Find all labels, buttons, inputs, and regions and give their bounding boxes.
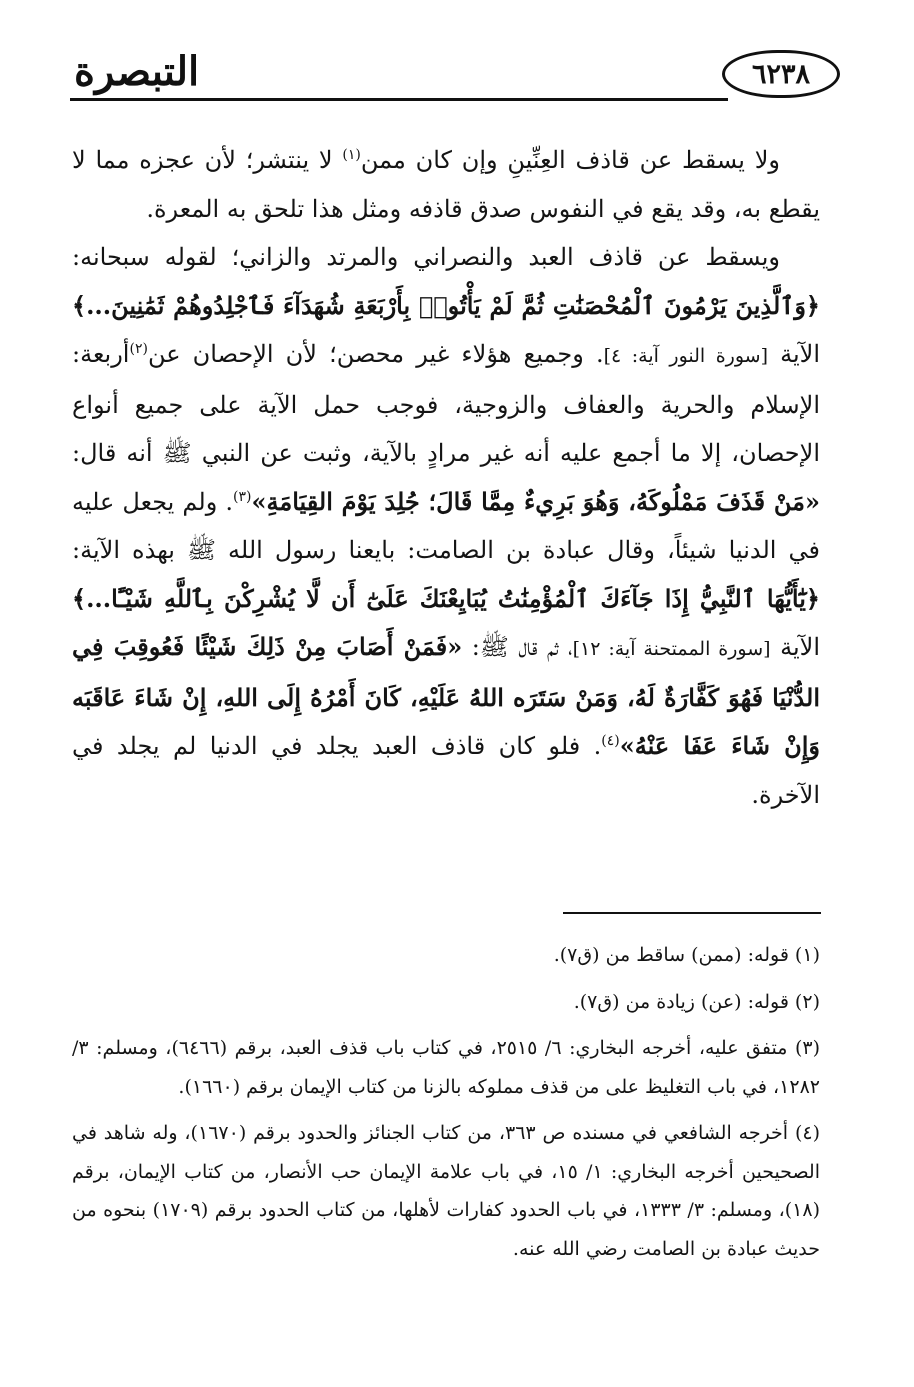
text-run: . ولم يجعل عليه في الدنيا شيئاً، وقال عبادة بن الصامت: بايعنا رسول الله ﷺ بهذه الآية: (72, 487, 820, 564)
hadith-quote-2: «فَمَنْ أَصَابَ مِنْ ذَلِكَ شَيْئًا فَعُوقِبَ فِي الدُّنْيَا فَهُوَ كَفَّارَةٌ لَهُ، وَمَنْ سَتَرَه اللهُ عَلَيْهِ، كَانَ أَمْرُهُ إِلَى اللهِ، إِنْ شَاءَ عَاقَبَه وَإِنْ شَاءَ عَفَا عَنْهُ» (72, 632, 821, 760)
footnote-ref-3: (٣) (233, 488, 252, 505)
text-run: ولا يسقط عن قاذف العِنِّينِ وإن كان ممن (360, 146, 780, 174)
text-run: الآية (768, 340, 821, 368)
quran-verse-2: ﴿يَٰٓأَيُّهَا ٱلنَّبِيُّ إِذَا جَآءَكَ ٱلْمُؤْمِنَٰتُ يُبَايِعْنَكَ عَلَىٰٓ أَن لَّا يُشْرِكْنَ بِٱللَّهِ شَيْـًٔا...﴾ (72, 583, 820, 613)
main-text (72, 136, 820, 819)
paragraph-1 (72, 136, 820, 233)
page-header (70, 44, 840, 114)
text-run: . فلو كان قاذف العبد يجلد في الدنيا لم يجلد في الآخرة. (72, 732, 820, 809)
surah-reference-2: [سورة الممتحنة آية: ١٢] (572, 638, 771, 660)
book-title: التبصرة (74, 48, 200, 95)
text-run: الآية (770, 633, 820, 661)
header-rule (70, 98, 728, 101)
footnote-ref-2: (٢) (129, 341, 148, 357)
footnote-2: (٢) قوله: (عن) زيادة من (ق٧). (573, 990, 820, 1013)
page-number-badge (722, 50, 840, 98)
hadith-quote-1: «مَنْ قَذَفَ مَمْلُوكَهُ، وَهُوَ بَرِيءٌ مِمَّا قَالَ؛ جُلِدَ يَوْمَ القِيَامَةِ» (251, 486, 820, 516)
text-run: . وجميع هؤلاء غير محصن؛ لأن الإحصان عن (147, 340, 604, 368)
quran-verse-1: ﴿وَٱلَّذِينَ يَرْمُونَ ٱلْمُحْصَنَٰتِ ثُمَّ لَمْ يَأْتُوا۟ بِأَرْبَعَةِ شُهَدَآءَ فَٱجْلِدُوهُمْ ثَمَٰنِينَ...﴾ (72, 290, 820, 320)
text-run: ، ثم قال ﷺ: (462, 633, 573, 661)
footnote-1: (١) قوله: (ممن) ساقط من (ق٧). (553, 944, 820, 966)
footnote-3: (٣) متفق عليه، أخرجه البخاري: ٦/ ٢٥١٥، في كتاب باب قذف العبد، برقم (٦٤٦٦)، ومسلم: ٣/ ١٢٨٢، في باب التغليظ على من قذف مملوكه بالزنا من كتاب الإيمان برقم (١٦٦٠). (72, 1037, 821, 1098)
text-run: لا ينتشر؛ لأن عجزه مما لا يقطع به، وقد يقع في النفوس صدق قاذفه ومثل هذا تلحق به المعرة. (72, 146, 820, 223)
surah-reference-1: [سورة النور آية: ٤] (603, 345, 769, 367)
footnote-separator (563, 912, 821, 914)
footnote-ref-4: (٤) (601, 733, 620, 749)
page-number: ٦٢٣٨ (752, 58, 811, 90)
footnote-4: (٤) أخرجه الشافعي في مسنده ص ٣٦٣، من كتاب الجنائز والحدود برقم (١٦٧٠)، وله شاهد في الصحيحين أخرجه البخاري: ١/ ١٥، في باب علامة الإيمان حب الأنصار، من كتاب الإيمان، برقم (١٨)، ومسلم: ٣/ ١٣٣٣، في باب الحدود كفارات لأهلها، من كتاب الحدود برقم (١٧٠٩) بنحوه من حديث عبادة بن الصامت رضي الله عنه. (72, 1122, 821, 1260)
text-run: أربعة: الإسلام والحرية والعفاف والزوجية، فوجب حمل الآية على جميع أنواع الإحصان، إلا ما أجمع عليه أنه غير مرادٍ بالآية، وثبت عن النبي ﷺ أنه قال: (72, 340, 820, 467)
text-run: ويسقط عن قاذف العبد والنصراني والمرتد والزاني؛ لقوله سبحانه: (72, 243, 780, 271)
paragraph-2 (72, 233, 820, 819)
footnotes (72, 936, 820, 1276)
footnote-ref-1: (١) (342, 147, 361, 163)
